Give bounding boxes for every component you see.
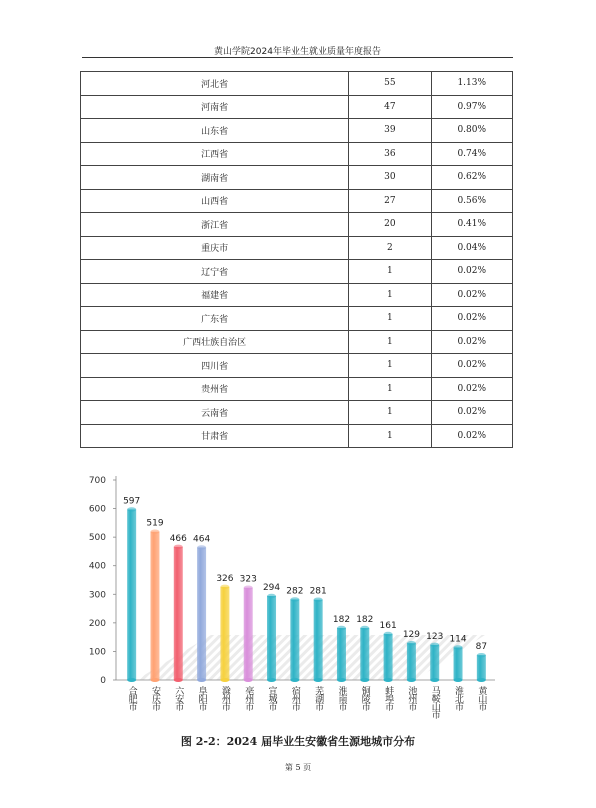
data-label: 129: [402, 630, 420, 641]
bar: [197, 547, 206, 680]
x-tick-label: 六安市: [173, 686, 184, 710]
data-label: 161: [379, 621, 397, 631]
x-tick-label: 安庆市: [149, 686, 160, 710]
bar-cap: [314, 598, 323, 602]
count-cell: 1: [349, 401, 431, 425]
count-cell: 27: [349, 189, 431, 213]
province-table: [80, 71, 513, 448]
bar-base: [127, 678, 136, 682]
province-cell: 甘肃省: [81, 424, 349, 448]
table-row: [81, 377, 513, 401]
percent-cell: 0.97%: [431, 95, 512, 119]
bar-cap: [384, 632, 393, 636]
data-label: 597: [123, 496, 141, 507]
bar: [220, 587, 229, 680]
bar-base: [290, 678, 299, 682]
bar: [290, 599, 299, 680]
province-cell: 四川省: [81, 354, 349, 378]
percent-cell: 1.13%: [431, 72, 512, 96]
percent-cell: 0.02%: [431, 330, 512, 354]
bar: [267, 596, 276, 680]
table-row: [81, 283, 513, 307]
bar-base: [150, 678, 159, 682]
figure-caption: 图 2-2：2024 届毕业生安徽省生源地城市分布: [180, 735, 416, 748]
count-cell: 1: [349, 283, 431, 307]
y-tick-label: 700: [88, 476, 106, 486]
bar-cap: [244, 586, 253, 590]
x-tick-label: 铜陵市: [359, 686, 370, 710]
bar-cap: [197, 545, 206, 549]
province-cell: 贵州省: [81, 377, 349, 401]
y-tick-label: 100: [88, 647, 106, 658]
x-tick-label: 芜湖市: [313, 686, 324, 710]
percent-cell: 0.04%: [431, 236, 512, 260]
bar: [174, 547, 183, 680]
x-tick-label: 马鞍山市: [429, 686, 440, 718]
x-tick-label: 淮南市: [336, 686, 347, 710]
bar-base: [197, 678, 206, 682]
x-tick-label: 宣城市: [266, 686, 277, 710]
bar-base: [174, 678, 183, 682]
count-cell: 1: [349, 330, 431, 354]
bar-base: [244, 678, 253, 682]
percent-cell: 0.02%: [431, 260, 512, 284]
count-cell: 20: [349, 213, 431, 237]
count-cell: 1: [349, 424, 431, 448]
data-label: 182: [332, 615, 351, 625]
table-row: [81, 119, 513, 143]
y-tick-label: 300: [88, 590, 106, 601]
bar-base: [220, 678, 229, 682]
bar-base: [430, 678, 439, 682]
data-label: 282: [286, 586, 304, 597]
province-cell: 广东省: [81, 307, 349, 331]
chart-svg: [80, 468, 500, 730]
table-row: [81, 401, 513, 425]
province-cell: 重庆市: [81, 236, 349, 260]
bar-cap: [337, 626, 346, 630]
table-row: [81, 166, 513, 190]
bar-base: [477, 678, 486, 682]
y-tick-label: 400: [88, 561, 106, 572]
bar-cap: [477, 653, 486, 657]
x-tick-label: 亳州市: [243, 686, 254, 710]
count-cell: 1: [349, 377, 431, 401]
percent-cell: 0.02%: [431, 283, 512, 307]
province-cell: 云南省: [81, 401, 349, 425]
x-tick-label: 黄山市: [476, 686, 487, 710]
bar-base: [407, 678, 416, 682]
bar-base: [360, 678, 369, 682]
province-cell: 福建省: [81, 283, 349, 307]
data-label: 464: [193, 534, 211, 545]
bar-cap: [407, 641, 416, 645]
percent-cell: 0.02%: [431, 377, 512, 401]
bar: [314, 600, 323, 680]
bar-base: [337, 678, 346, 682]
table-row: [81, 307, 513, 331]
province-cell: 浙江省: [81, 213, 349, 237]
bar: [384, 634, 393, 680]
bar: [407, 643, 416, 680]
data-label: 294: [262, 583, 281, 593]
bar: [337, 628, 346, 680]
bar-base: [267, 678, 276, 682]
bar: [150, 532, 159, 680]
percent-cell: 0.02%: [431, 307, 512, 331]
table-row: [81, 72, 513, 96]
y-tick-label: 0: [100, 676, 106, 686]
province-cell: 江西省: [81, 142, 349, 166]
percent-cell: 0.56%: [431, 189, 512, 213]
x-tick-label: 蚌埠市: [383, 686, 394, 710]
x-tick-label: 阜阳市: [196, 686, 207, 710]
y-tick-label: 600: [88, 504, 106, 515]
bar-cap: [430, 643, 439, 647]
header-divider: [82, 57, 513, 58]
bar: [454, 647, 463, 680]
bar-base: [454, 678, 463, 682]
bar-cap: [127, 507, 136, 511]
y-tick-label: 200: [88, 618, 106, 629]
percent-cell: 0.02%: [431, 401, 512, 425]
count-cell: 2: [349, 236, 431, 260]
bar-base: [314, 678, 323, 682]
data-label: 466: [169, 533, 187, 544]
table-row: [81, 330, 513, 354]
bar-base: [384, 678, 393, 682]
y-tick-label: 500: [88, 533, 106, 544]
province-cell: 河南省: [81, 95, 349, 119]
table-row: [81, 354, 513, 378]
bar-cap: [267, 594, 276, 598]
table-row: [81, 213, 513, 237]
count-cell: 55: [349, 72, 431, 96]
bar-cap: [174, 545, 183, 549]
bar-cap: [220, 585, 229, 589]
page-number: 第 5 页: [284, 763, 312, 772]
data-label: 123: [426, 631, 444, 642]
bar: [127, 509, 136, 680]
bar-cap: [150, 530, 159, 534]
province-cell: 广西壮族自治区: [81, 330, 349, 354]
province-cell: 山东省: [81, 119, 349, 143]
data-label: 519: [146, 518, 164, 529]
count-cell: 30: [349, 166, 431, 190]
table-row: [81, 95, 513, 119]
x-tick-label: 池州市: [406, 686, 417, 710]
data-label: 281: [309, 586, 327, 597]
table-row: [81, 142, 513, 166]
data-label: 323: [239, 574, 257, 585]
data-label: 87: [475, 642, 488, 653]
count-cell: 1: [349, 354, 431, 378]
bar: [430, 645, 439, 680]
table-row: [81, 189, 513, 213]
bar: [360, 628, 369, 680]
x-tick-label: 滁州市: [219, 686, 230, 710]
province-cell: 河北省: [81, 72, 349, 96]
bar-cap: [360, 626, 369, 630]
table-row: [81, 424, 513, 448]
city-bar-chart: [80, 468, 500, 730]
x-tick-label: 淮北市: [453, 686, 464, 710]
count-cell: 47: [349, 95, 431, 119]
percent-cell: 0.02%: [431, 354, 512, 378]
count-cell: 39: [349, 119, 431, 143]
x-tick-label: 宿州市: [289, 686, 300, 710]
percent-cell: 0.02%: [431, 424, 512, 448]
bar: [477, 655, 486, 680]
province-cell: 辽宁省: [81, 260, 349, 284]
count-cell: 1: [349, 260, 431, 284]
data-label: 326: [216, 573, 234, 584]
data-label: 114: [449, 634, 467, 645]
bar-cap: [454, 645, 463, 649]
province-cell: 湖南省: [81, 166, 349, 190]
percent-cell: 0.74%: [431, 142, 512, 166]
bar-cap: [290, 597, 299, 601]
count-cell: 1: [349, 307, 431, 331]
percent-cell: 0.62%: [431, 166, 512, 190]
province-cell: 山西省: [81, 189, 349, 213]
bar: [244, 588, 253, 680]
x-tick-label: 合肥市: [126, 686, 137, 710]
percent-cell: 0.80%: [431, 119, 512, 143]
count-cell: 36: [349, 142, 431, 166]
data-label: 182: [356, 615, 374, 625]
table-row: [81, 260, 513, 284]
table-row: [81, 236, 513, 260]
page-header: 黄山学院2024年毕业生就业质量年度报告: [214, 47, 381, 57]
percent-cell: 0.41%: [431, 213, 512, 237]
